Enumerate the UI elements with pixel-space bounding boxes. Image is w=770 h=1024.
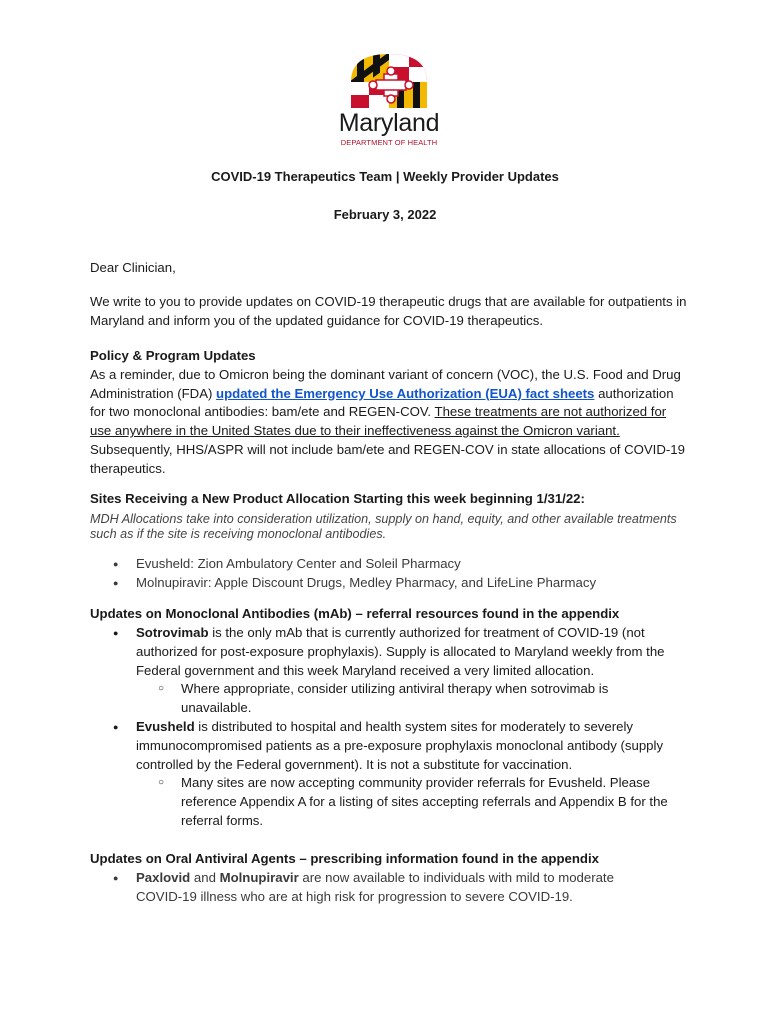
maryland-logo <box>328 52 450 147</box>
evusheld-name: Evusheld <box>136 718 195 734</box>
intro-paragraph: We write to you to provide updates on COVID-19 therapeutic drugs that are available for outpatients in Maryland and inform you of the updated guidance for COVID-19 therapeutics. <box>90 294 687 328</box>
logo-wordmark: Maryland <box>338 109 440 137</box>
sites-note: MDH Allocations take into consideration utilization, supply on hand, equity, and other available treatments such as if the site is receiving monoclonal antibodies. <box>90 512 677 541</box>
sub-list-item: ○ Where appropriate, consider utilizing antiviral therapy when sotrovimab is unavailable. <box>136 680 680 718</box>
molnupiravir-name: Molnupiravir <box>219 870 299 885</box>
oral-list <box>90 869 650 907</box>
sotrovimab-name: Sotrovimab <box>136 625 209 640</box>
mab-list <box>90 624 680 831</box>
sotrovimab-text: is the only mAb that is currently authorized for treatment of COVID-19 (not authorized for post-exposure prophylaxis). Supply is allocated to Maryland weekly from the Federal government and this week Maryland received a very limited allocation. <box>136 625 665 678</box>
sites-heading: Sites Receiving a New Product Allocation Starting this week beginning 1/31/22: <box>90 491 585 506</box>
maryland-flag-icon <box>349 52 429 108</box>
policy-paragraph <box>90 366 690 479</box>
eua-fact-sheets-link[interactable]: updated the Emergency Use Authorization (EUA) fact sheets <box>216 385 595 401</box>
sites-list <box>90 555 690 593</box>
list-item-evusheld <box>90 718 680 831</box>
greeting: Dear Clinician, <box>90 260 176 275</box>
document-title: COVID-19 Therapeutics Team | Weekly Provider Updates <box>211 169 559 184</box>
mab-heading: Updates on Monoclonal Antibodies (mAb) – referral resources found in the appendix <box>90 606 620 621</box>
policy-text-2: authorization for two monoclonal antibodies: bam/ete and REGEN-COV. <box>90 385 674 420</box>
sotrovimab-sublist <box>136 680 680 718</box>
logo-department: DEPARTMENT OF HEALTH <box>340 138 438 147</box>
list-item-sotrovimab <box>90 624 680 718</box>
list-item: ● Evusheld: Zion Ambulatory Center and Soleil Pharmacy <box>90 555 690 574</box>
policy-section <box>90 347 690 479</box>
list-item-oral <box>90 869 650 907</box>
oral-heading: Updates on Oral Antiviral Agents – prescribing information found in the appendix <box>90 851 599 866</box>
evusheld-text: is distributed to hospital and health system sites for moderately to severely immunocompromised patients as a pre-exposure prophylaxis monoclonal antibody (supply controlled by the Federal government). It is not a substitute for vaccination. <box>136 718 664 772</box>
evusheld-sublist <box>136 774 680 830</box>
document-date: February 3, 2022 <box>333 207 437 222</box>
policy-underlined-text: These treatments are not authorized for use anywhere in the United States due to their ineffectiveness against the Omicron variant. <box>90 404 667 439</box>
paxlovid-name: Paxlovid <box>136 870 191 885</box>
policy-text-1: As a reminder, due to Omicron being the dominant variant of concern (VOC), the U.S. Food and Drug Administration (FDA) <box>90 366 681 401</box>
sub-list-item: ○ Many sites are now accepting community provider referrals for Evusheld. Please reference Appendix A for a listing of sites accepting referrals and Appendix B for the referral forms. <box>136 774 680 830</box>
and-text: and <box>190 870 220 885</box>
policy-text-3: Subsequently, HHS/ASPR will not include bam/ete and REGEN-COV in state allocations of COVID-19 therapeutics. <box>90 441 685 476</box>
list-item: ● Molnupiravir: Apple Discount Drugs, Medley Pharmacy, and LifeLine Pharmacy <box>90 574 690 593</box>
policy-heading: Policy & Program Updates <box>90 348 256 363</box>
oral-text: are now available to individuals with mild to moderate COVID-19 illness who are at high risk for progression to severe COVID-19. <box>136 870 614 904</box>
